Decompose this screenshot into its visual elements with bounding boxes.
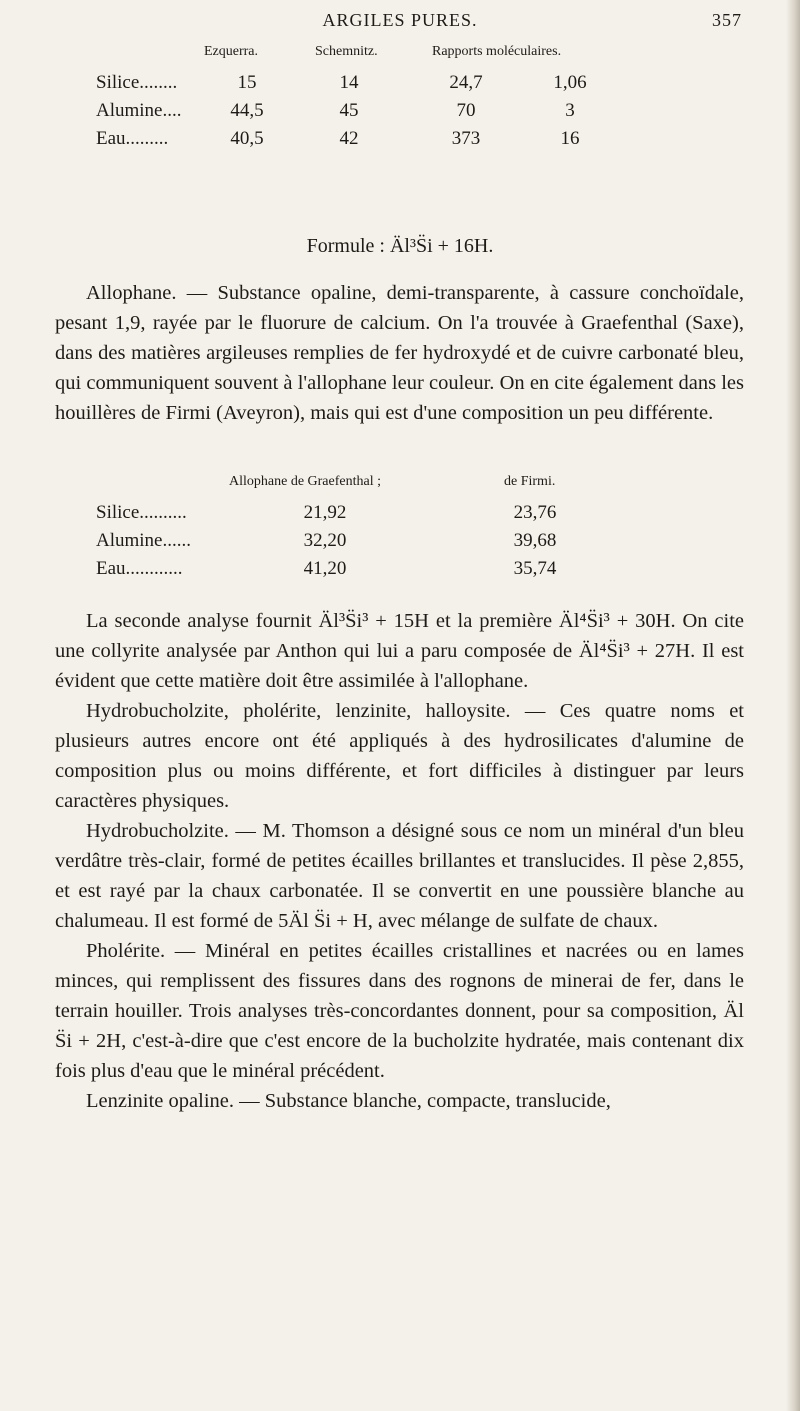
- paragraph-lenzinite: Lenzinite opaline. — Substance blanche, compacte, translucide,: [86, 1090, 611, 1112]
- table-row: [0, 128, 800, 152]
- paragraph-allophane: Allophane. — Substance opaline, demi-transparente, à cassure conchoïdale, pesant 1,9, rayée par le fluorure de calcium. On l'a trouvée à Graefenthal (Saxe), dans des matières argileuses remplies de fer hydroxydé et de cuivre carbonaté bleu, qui communiquent souvent à l'allophane leur couleur. On en cite également dans les houillères de Firmi (Aveyron), mais qui est d'une composition un peu différente.: [55, 282, 744, 424]
- table-cell: 42: [339, 128, 359, 149]
- table-cell: 41,20: [303, 558, 347, 579]
- row-label: Alumine....: [96, 100, 182, 121]
- text-block-2: [55, 606, 744, 1116]
- row-label: Silice..........: [96, 502, 187, 523]
- column-header: Rapports moléculaires.: [432, 44, 562, 59]
- row-label: Eau.........: [96, 128, 169, 149]
- table-cell: 70: [456, 100, 476, 121]
- text-block-1: [55, 278, 744, 428]
- paragraph-hydrosilicates: Hydrobucholzite, pholérite, lenzinite, halloysite. — Ces quatre noms et plusieurs autres encore ont été appliqués à des hydrosilicates d'alumine de composition plus ou moins différente, et fort difficiles à distinguer par leurs caractères physiques.: [55, 700, 744, 812]
- table-cell: 21,92: [303, 502, 347, 523]
- row-label: Silice........: [96, 72, 178, 93]
- table-row: [0, 100, 800, 124]
- table-cell: 35,74: [513, 558, 557, 579]
- table-cell: 24,7: [449, 72, 483, 93]
- table-cell: 32,20: [303, 530, 347, 551]
- table-cell: 1,06: [553, 72, 587, 93]
- running-head: [0, 10, 800, 36]
- table-cell: 3: [565, 100, 575, 121]
- table-cell: 16: [560, 128, 580, 149]
- running-title: ARGILES PURES.: [322, 10, 478, 30]
- table-cell: 45: [339, 100, 359, 121]
- table-cell: 373: [451, 128, 481, 149]
- chemical-formula: Formule : Äl³S̈i + 16H.: [306, 235, 494, 257]
- table-cell: 14: [339, 72, 359, 93]
- paragraph-analyses: La seconde analyse fournit Äl³S̈i³ + 15H et la première Äl⁴S̈i³ + 30H. On cite une collyrite analysée par Anthon qui lui a paru composée de Äl⁴S̈i³ + 27H. Il est évident que cette matière doit être assimilée à l'allophane.: [55, 610, 744, 692]
- paragraph-hydrobucholzite: Hydrobucholzite. — M. Thomson a désigné sous ce nom un minéral d'un bleu verdâtre très-clair, formé de petites écailles brillantes et translucides. Il pèse 2,855, et est rayé par la chaux carbonatée. Il se convertit en une poussière blanche au chalumeau. Il est formé de 5Äl S̈i + H, avec mélange de sulfate de chaux.: [55, 820, 744, 932]
- table-row: [0, 530, 800, 554]
- table-cell: 15: [237, 72, 257, 93]
- table-header-row: [0, 44, 800, 68]
- column-header: Schemnitz.: [315, 44, 378, 59]
- column-header: de Firmi.: [504, 474, 556, 489]
- column-header: Ezquerra.: [204, 44, 259, 59]
- table-header-row: [0, 474, 800, 498]
- page-number: 357: [712, 10, 742, 30]
- table-cell: 39,68: [513, 530, 557, 551]
- page-edge: [786, 0, 800, 1411]
- table-cell: 40,5: [230, 128, 264, 149]
- paragraph-pholerite: Pholérite. — Minéral en petites écailles cristallines et nacrées ou en lames minces, qui remplissent des fissures dans des rognons de minerai de fer, dans le terrain houiller. Trois analyses très-concordantes donnent, pour sa composition, Äl S̈i + 2H, c'est-à-dire que c'est encore de la bucholzite hydratée, mais contenant dix fois plus d'eau que le minéral précédent.: [55, 940, 744, 1082]
- table-row: [0, 502, 800, 526]
- column-header: Allophane de Graefenthal ;: [229, 474, 381, 489]
- table-row: [0, 558, 800, 582]
- table-cell: 44,5: [230, 100, 264, 121]
- table-cell: 23,76: [513, 502, 557, 523]
- row-label: Alumine......: [96, 530, 191, 551]
- row-label: Eau............: [96, 558, 183, 579]
- table-row: [0, 72, 800, 96]
